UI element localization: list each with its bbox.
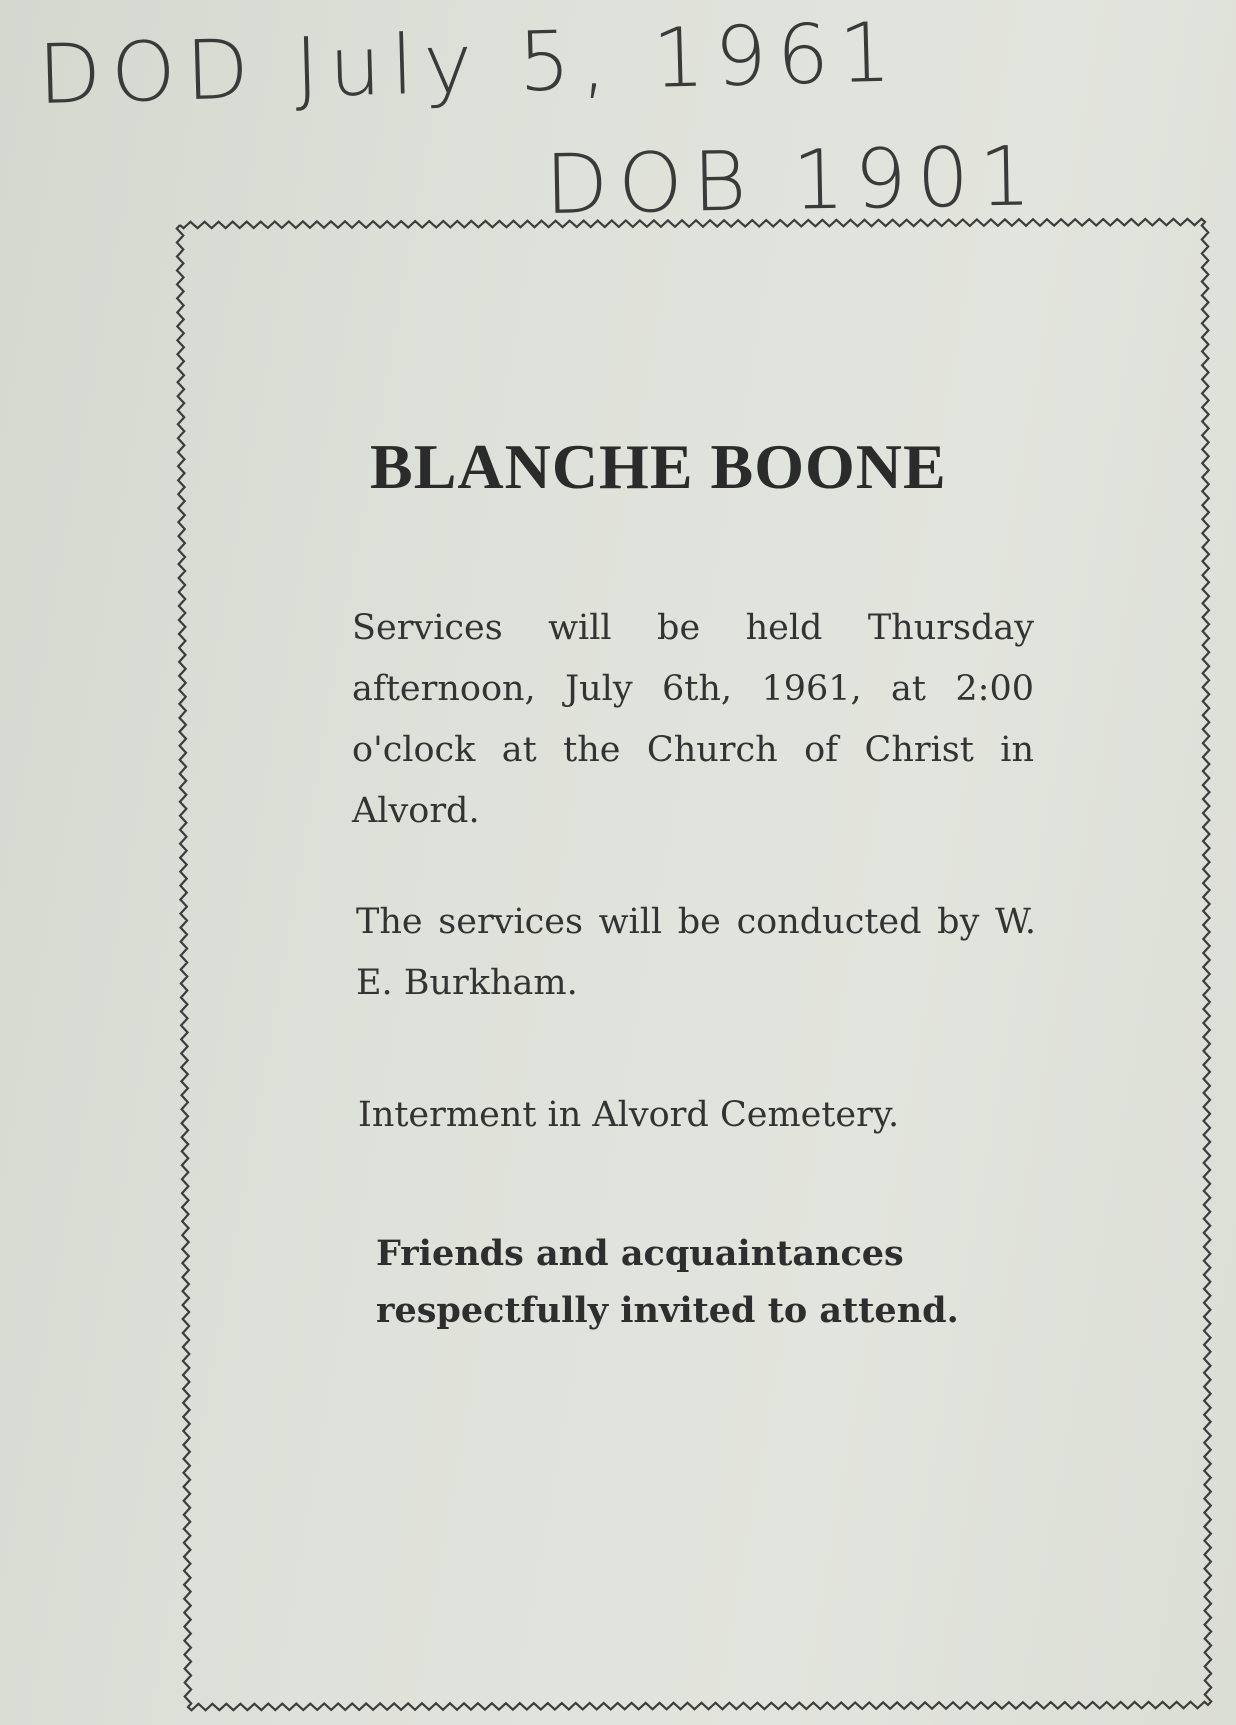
interment-paragraph: Interment in Alvord Cemetery.	[358, 1095, 900, 1135]
invitation-paragraph: Friends and acquaintances respectfully invited to attend.	[376, 1233, 959, 1331]
conducted-paragraph: The services will be conducted by W. E. Burkham.	[356, 902, 1036, 1003]
notice-title: BLANCHE BOONE	[370, 431, 947, 502]
services-paragraph: Services will be held Thursday afternoon, July 6th, 1961, at 2:00 o'clock at the Church of Christ in Alvord.	[352, 608, 1034, 831]
handwritten-date-of-birth: DOB 1901	[544, 129, 1042, 233]
handwritten-date-of-death: DOD July 5, 1961	[36, 5, 903, 123]
obituary-notice	[180, 225, 1210, 1705]
